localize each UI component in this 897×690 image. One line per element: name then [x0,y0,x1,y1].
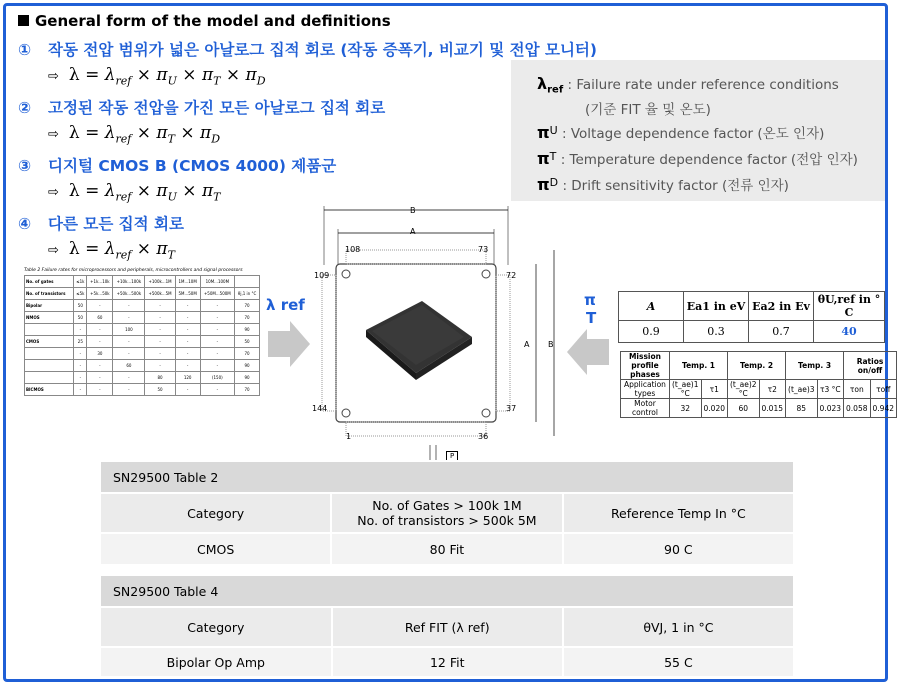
pin-36-label: 36 [478,432,489,441]
item-number: ④ [18,215,32,233]
failure-rate-thumbnail-table [24,268,260,403]
thumb-cell: 90 [235,360,260,372]
thumb-cell: - [87,336,113,348]
item-number: ① [18,41,32,59]
mission-subheader: (t_ae)3 [786,380,818,399]
param-value-highlight: 40 [814,321,885,343]
thumb-cell: ≤5k [74,288,87,300]
pin-144-label: 144 [312,404,328,413]
sn29500-table-4 [99,574,795,678]
thumb-cell: - [145,300,175,312]
thumb-cell: +100k...1M [145,276,175,288]
thumb-cell: 50 [74,300,87,312]
mission-cell: 0.058 [844,399,870,418]
mission-subheader: (t_ae)2 °C [728,380,760,399]
thumb-cell: - [113,312,145,324]
thumb-cell [25,360,74,372]
legend-pi-u: $\pi^U$ : Voltage dependence factor (온도 인자) [537,123,825,142]
mission-subheader: Application types [621,380,670,399]
mission-cell: 0.023 [817,399,843,418]
model-item-2 [18,96,385,118]
thumb-cell: 30 [87,348,113,360]
thumb-cell: - [200,348,235,360]
thumb-cell: 70 [235,312,260,324]
thumb-row [25,312,260,324]
pin-109-label: 109 [314,271,330,280]
thumb-cell: 60 [113,360,145,372]
thumb-cell: - [113,300,145,312]
mission-header: Temp. 2 [728,352,786,380]
right-arrow-icon [268,321,310,367]
item-number: ② [18,99,32,117]
thumb-cell: - [145,336,175,348]
param-value: 0.9 [619,321,684,343]
implies-arrow-icon: ⇨ [48,243,59,258]
param-header: θU,ref in ° C [814,292,885,321]
mission-cell: Motor control [621,399,670,418]
thumb-cell: - [200,336,235,348]
param-value: 0.3 [684,321,749,343]
thumb-cell: 5M...50M [175,288,200,300]
dim-b-vert-label: B [548,340,554,349]
implies-arrow-icon: ⇨ [48,127,59,142]
left-arrow-icon [567,329,609,375]
thumb-cell: +500k...5M [145,288,175,300]
thumb-row [25,336,260,348]
param-header: Ea1 in eV [684,292,749,321]
column-header: Category [100,493,331,533]
thumb-cell: 70 [235,300,260,312]
thumb-cell: θj,1 in °C [235,288,260,300]
pin-73-label: 73 [478,245,489,254]
thumb-cell: 25 [74,336,87,348]
lambda-ref-label: λ ref [266,296,305,314]
formula-4: ⇨ $\lambda = \lambda_{ref} \times \pi_T$ [48,239,175,262]
thumb-cell: - [113,348,145,360]
thumb-cell: 80 [145,372,175,384]
thumb-cell: - [113,372,145,384]
mission-cell: 60 [728,399,760,418]
mission-subheader: τon [844,380,870,399]
thumb-table [24,275,260,396]
formula-3: ⇨ $\lambda = \lambda_{ref} \times \pi_U \times \pi_T$ [48,181,221,204]
thumb-row [25,276,260,288]
thumb-cell: - [175,360,200,372]
param-header: A [619,292,684,321]
thumb-cell: NMOS [25,312,74,324]
thumb-cell: - [87,360,113,372]
thumb-cell: - [113,384,145,396]
mission-cell: 32 [669,399,701,418]
thumb-cell: No. of transistors [25,288,74,300]
thumb-cell: - [175,384,200,396]
mission-subheader: τ3 °C [817,380,843,399]
thumb-row [25,348,260,360]
column-header: θVJ, 1 in °C [563,607,794,647]
mission-header: Mission profile phases [621,352,670,380]
thumb-cell: - [74,372,87,384]
section-heading [18,12,391,30]
thumb-cell: +10k...100k [113,276,145,288]
table-cell: Bipolar Op Amp [100,647,332,677]
thumb-cell: 50 [235,336,260,348]
table-cell: CMOS [100,533,331,565]
pi-t-label: π [584,291,596,309]
thumb-cell: - [200,384,235,396]
model-item-1 [18,38,597,60]
table-title: SN29500 Table 4 [100,575,794,607]
item-title: 작동 전압 범위가 넓은 아날로그 집적 회로 (작동 증폭기, 비교기 및 전압 모니터) [48,41,597,59]
thumb-cell: - [87,372,113,384]
thumb-cell: 70 [235,348,260,360]
mission-profile-table [620,351,897,418]
implies-arrow-icon: ⇨ [48,185,59,200]
thumb-cell: CMOS [25,336,74,348]
legend-pi-d: $\pi^D$ : Drift sensitivity factor (전류 인자) [537,175,789,194]
activation-parameter-table [618,291,885,343]
thumb-row [25,384,260,396]
dim-b-label: B [410,206,416,215]
legend-pi-t: $\pi^T$ : Temperature dependence factor (전압 인자) [537,149,858,168]
column-header: Ref FIT (λ ref) [332,607,563,647]
mission-cell: 0.015 [759,399,785,418]
mission-subheader: τ2 [759,380,785,399]
thumb-cell: - [145,312,175,324]
mission-cell: 85 [786,399,818,418]
thumb-cell: Bipolar [25,300,74,312]
thumb-cell: - [74,348,87,360]
thumb-cell: - [200,300,235,312]
formula-1: ⇨ $\lambda = \lambda_{ref} \times \pi_U \times \pi_T \times \pi_D$ [48,65,266,88]
thumb-cell: BICMOS [25,384,74,396]
thumb-cell [235,276,260,288]
mission-subheader: (t_ae)1 °C [669,380,701,399]
thumb-cell: 120 [175,372,200,384]
thumb-cell: - [175,324,200,336]
pi-t-sub-label: T [586,309,597,327]
thumb-cell: 60 [87,312,113,324]
thumb-cell [25,372,74,384]
thumb-cell: +1k...10k [87,276,113,288]
dim-a-label: A [410,227,416,236]
thumb-cell: - [175,336,200,348]
table-cell: 80 Fit [331,533,562,565]
mission-header: Temp. 1 [669,352,727,380]
thumb-cell: No. of gates [25,276,74,288]
thumb-cell: - [145,348,175,360]
thumb-cell: - [74,324,87,336]
thumb-cell: 50 [145,384,175,396]
sn29500-table-2 [99,460,795,566]
thumb-cell: - [113,336,145,348]
table-cell: 55 C [563,647,794,677]
mission-header: Ratios on/off [844,352,897,380]
legend-lambda-ref-korean: (기준 FIT 율 및 온도) [585,102,711,118]
param-value: 0.7 [749,321,814,343]
item-title: 디지털 CMOS B (CMOS 4000) 제품군 [48,157,337,175]
thumb-cell: - [175,348,200,360]
thumb-cell: - [87,384,113,396]
mission-cell: 0.020 [701,399,727,418]
legend-lambda-ref: $\lambda_{ref}$ : Failure rate under reference conditions [537,74,839,96]
thumb-cell [25,324,74,336]
thumb-cell: - [175,300,200,312]
thumb-row [25,324,260,336]
thumb-cell: +50k...500k [113,288,145,300]
item-title: 다른 모든 집적 회로 [48,215,184,233]
heading-text: General form of the model and definitions [35,12,391,30]
dim-p-label: P [446,451,458,461]
thumb-cell: - [74,384,87,396]
dim-a-vert-label: A [524,340,530,349]
model-item-3 [18,154,336,176]
thumb-cell: 70 [235,384,260,396]
thumb-cell: 90 [235,372,260,384]
pin-1-label: 1 [346,432,352,441]
pin-108-label: 108 [345,245,361,254]
thumb-cell: 100 [113,324,145,336]
thumb-cell: 90 [235,324,260,336]
param-header: Ea2 in Ev [749,292,814,321]
thumb-cell: 10M...100M [200,276,235,288]
bullet-square-icon [18,15,29,26]
column-header: Reference Temp In °C [563,493,794,533]
thumb-cell: +5k...50k [87,288,113,300]
item-title: 고정된 작동 전압을 가진 모든 아날로그 집적 회로 [48,99,386,117]
thumb-cell: - [145,360,175,372]
thumb-cell: - [200,360,235,372]
thumb-cell: - [145,324,175,336]
thumb-cell: - [74,360,87,372]
thumb-row [25,360,260,372]
thumb-cell: 50 [74,312,87,324]
mission-subheader: τ1 [701,380,727,399]
thumb-cell: - [175,312,200,324]
pin-72-label: 72 [506,271,517,280]
thumb-cell: - [87,300,113,312]
thumb-cell [25,348,74,360]
table-title: SN29500 Table 2 [100,461,794,493]
definitions-legend [511,60,885,201]
model-item-4 [18,212,184,234]
thumb-cell: - [200,312,235,324]
thumb-cell: - [87,324,113,336]
thumb-row [25,288,260,300]
mission-subheader: τoff [870,380,896,399]
item-number: ③ [18,157,32,175]
thumb-caption: Table 2 Failure rates for microprocessors and peripherals, microcontrollers and signal processors [24,268,243,273]
thumb-row [25,300,260,312]
column-header: Category [100,607,332,647]
formula-2: ⇨ $\lambda = \lambda_{ref} \times \pi_T \times \pi_D$ [48,123,221,146]
column-header: No. of Gates > 100k 1M No. of transistors > 500k 5M [331,493,562,533]
thumb-cell: +50M...500M [200,288,235,300]
table-cell: 90 C [563,533,794,565]
thumb-cell: 1M...10M [175,276,200,288]
qfp-package-drawing [310,205,570,465]
thumb-cell: ≤1k [74,276,87,288]
pin-37-label: 37 [506,404,517,413]
thumb-row [25,372,260,384]
thumb-cell: (150) [200,372,235,384]
mission-cell: 0.942 [870,399,896,418]
thumb-cell: - [200,324,235,336]
table-cell: 12 Fit [332,647,563,677]
mission-header: Temp. 3 [786,352,844,380]
implies-arrow-icon: ⇨ [48,69,59,84]
